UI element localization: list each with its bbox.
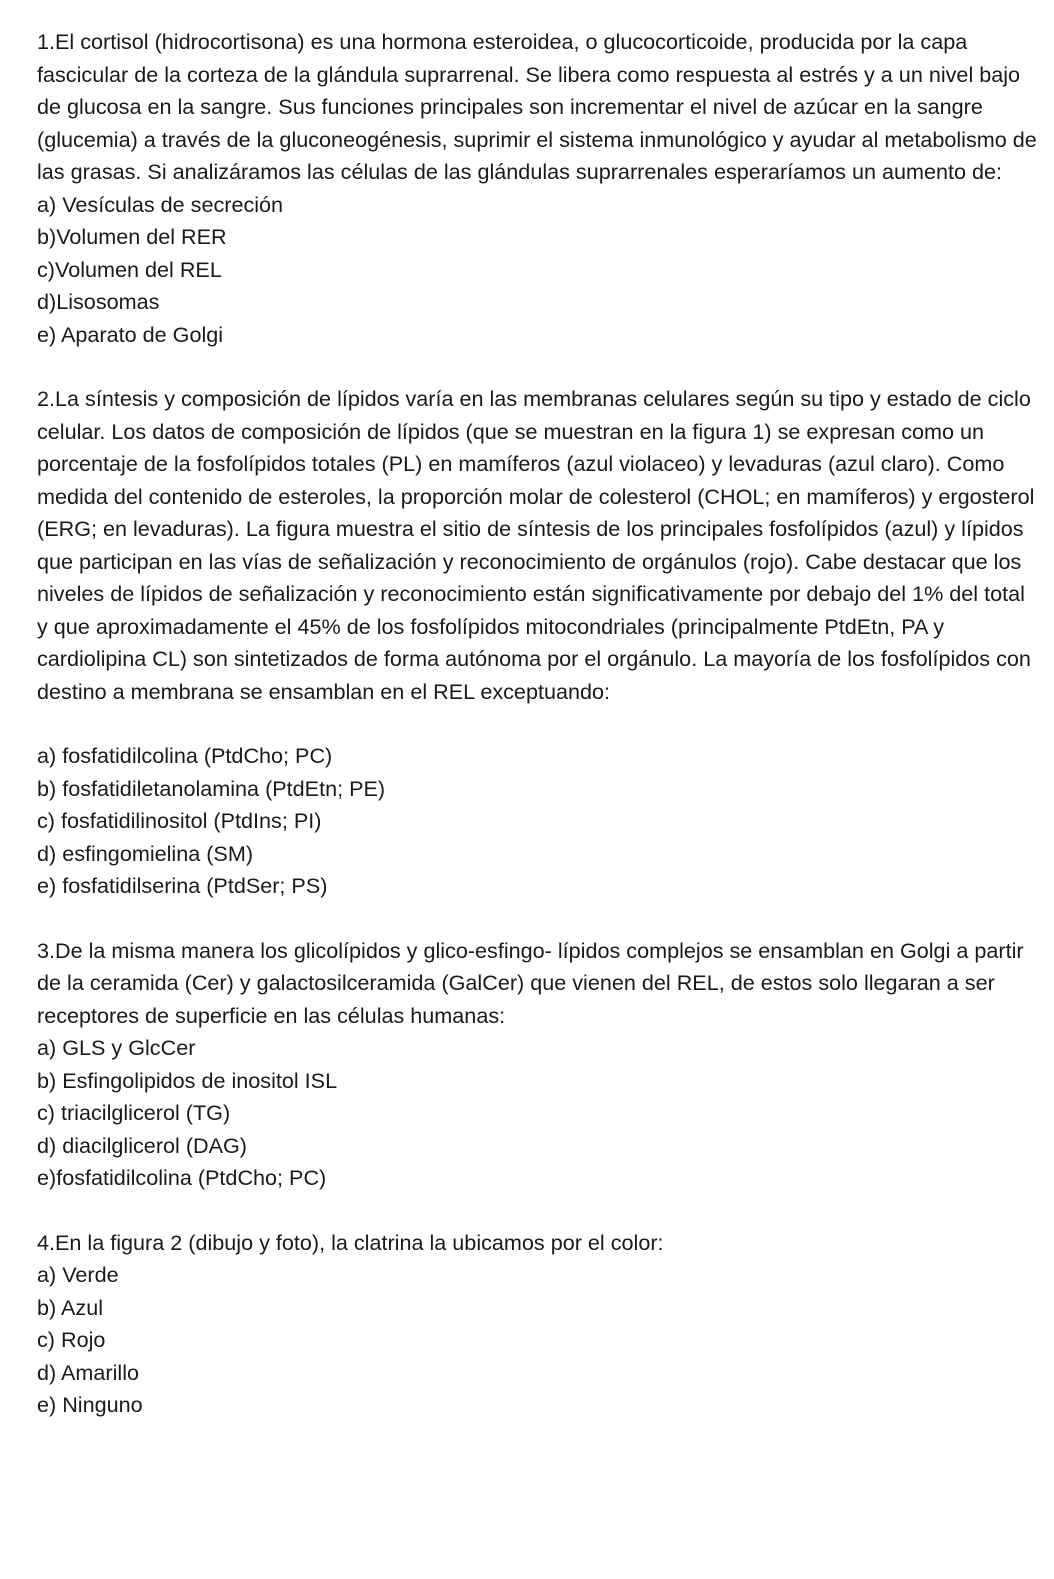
question-4-stem: 4.En la figura 2 (dibujo y foto), la clatrina la ubicamos por el color:: [37, 1229, 664, 1255]
question-2-stem: 2.La síntesis y composición de lípidos varía en las membranas celulares según su tipo y estado de ciclo celular. Los datos de composición de lípidos (que se muestran en la figura 1) se expresan como un porcentaje de la fosfolípidos totales (PL) en mamíferos (azul violaceo) y levaduras (azul claro). Como medida del contenido de esteroles, la proporción molar de colesterol (CHOL; en mamíferos) y ergosterol (ERG; en levaduras). La figura muestra el sitio de síntesis de los principales fosfolípidos (azul) y lípidos que participan en las vías de señalización y reconocimiento de orgánulos (rojo). Cabe destacar que los niveles de lípidos de señalización y reconocimiento están significativamente por debajo del 1% del total y que aproximadamente el 45% de los fosfolípidos mitocondriales (principalmente PtdEtn, PA y cardiolipina CL) son sintetizados de forma autónoma por el orgánulo. La mayoría de los fosfolípidos con destino a membrana se ensamblan en el REL exceptuando:: [37, 386, 1035, 704]
question-2-option-d: d) esfingomielina (SM): [37, 840, 254, 866]
question-1: [37, 26, 1040, 351]
question-3: [37, 935, 1040, 1195]
question-1-option-d: d)Lisosomas: [37, 289, 160, 314]
question-1-option-e: e) Aparato de Golgi: [37, 321, 224, 347]
question-2-options: [37, 740, 1040, 903]
question-1-option-a: a) Vesículas de secreción: [37, 191, 284, 217]
question-2-option-e: e) fosfatidilserina (PtdSer; PS): [37, 873, 328, 898]
question-4-option-c: c) Rojo: [37, 1327, 106, 1352]
question-4-options: [37, 1259, 1040, 1422]
question-3-options: [37, 1032, 1040, 1195]
question-4-option-d: d) Amarillo: [37, 1359, 140, 1385]
question-4-option-e: e) Ninguno: [37, 1392, 143, 1417]
question-4-option-b: b) Azul: [37, 1294, 104, 1320]
question-2-option-c: c) fosfatidilinositol (PtdIns; PI): [37, 808, 322, 833]
question-2: [37, 383, 1040, 903]
question-4-option-a: a) Verde: [37, 1262, 119, 1287]
question-1-stem: 1.El cortisol (hidrocortisona) es una hormona esteroidea, o glucocorticoide, producida por la capa fascicular de la corteza de la glándula suprarrenal. Se libera como respuesta al estrés y a un nivel bajo de glucosa en la sangre. Sus funciones principales son incrementar el nivel de azúcar en la sangre (glucemia) a través de la gluconeogénesis, suprimir el sistema inmunológico y ayudar al metabolismo de las grasas. Si analizáramos las células de las glándulas suprarrenales esperaríamos un aumento de:: [37, 29, 1037, 184]
question-3-option-b: b) Esfingolipidos de inositol ISL: [37, 1067, 338, 1093]
question-3-option-c: c) triacilglicerol (TG): [37, 1100, 231, 1125]
question-4: [37, 1227, 1040, 1422]
question-2-option-b: b) fosfatidiletanolamina (PtdEtn; PE): [37, 775, 386, 801]
question-3-option-d: d) diacilglicerol (DAG): [37, 1132, 247, 1158]
question-3-option-a: a) GLS y GlcCer: [37, 1035, 196, 1060]
question-1-option-c: c)Volumen del REL: [37, 256, 222, 282]
question-1-options: [37, 189, 1040, 352]
question-2-option-a: a) fosfatidilcolina (PtdCho; PC): [37, 743, 333, 768]
question-3-stem: 3.De la misma manera los glicolípidos y glico-esfingo- lípidos complejos se ensamblan en Golgi a partir de la ceramida (Cer) y galactosilceramida (GalCer) que vienen del REL, de estos solo llegaran a ser receptores de superficie en las células humanas:: [37, 937, 1024, 1028]
question-3-option-e: e)fosfatidilcolina (PtdCho; PC): [37, 1165, 327, 1190]
question-1-option-b: b)Volumen del RER: [37, 224, 227, 249]
